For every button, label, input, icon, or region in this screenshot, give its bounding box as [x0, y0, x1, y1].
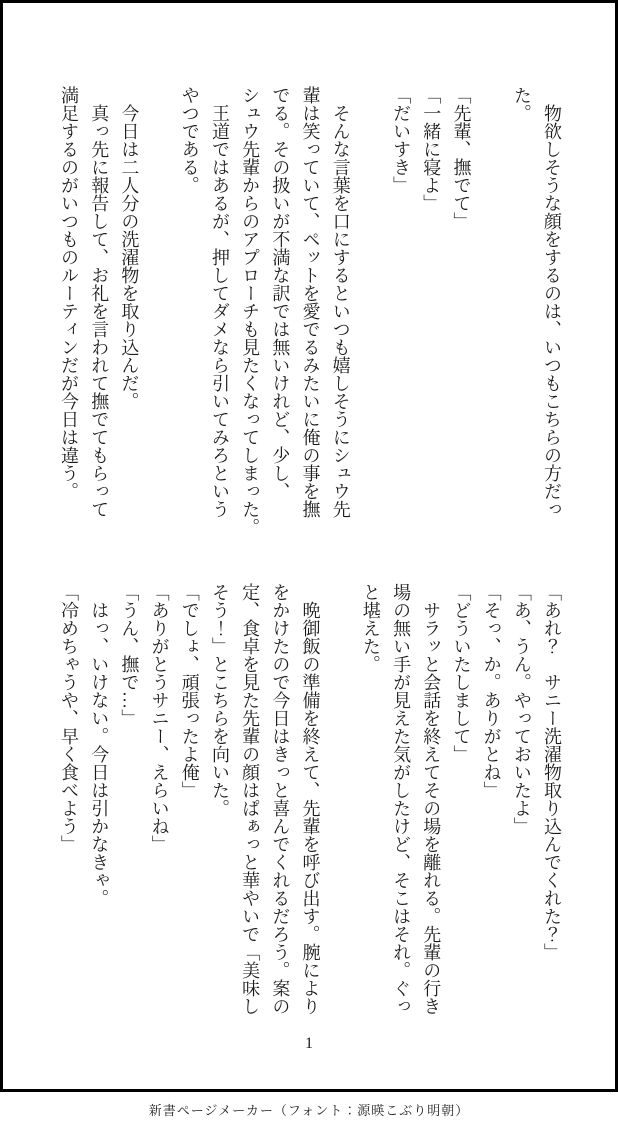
text-line: 「うん、撫で…」 [119, 583, 140, 727]
text-line: 「あ、うん。やっておいたよ」 [511, 583, 532, 835]
text-line: 「先輩、撫でて」 [451, 86, 472, 230]
text-line: 今日は二人分の洗濯物を取り込んだ。 [119, 86, 140, 410]
text-line: シュウ先輩からのアプローチも見たくなってしまった。 [240, 86, 261, 536]
blank-line [476, 86, 506, 541]
text-line: 定、食卓を見た先輩の顔はぱぁっと華やいで「美味し [240, 583, 261, 1015]
text-line: 「どういたしまして」 [451, 583, 472, 763]
blank-line [356, 86, 386, 541]
text-line: 「ありがとうサニー、えらいね」 [149, 583, 170, 853]
text-line: そんな言葉を口にするといつも嬉しそうにシュウ先 [330, 86, 351, 518]
text-line: た。 [511, 86, 532, 122]
blank-line [326, 583, 356, 1038]
text-block-top [54, 86, 567, 541]
text-line: 「あれ？ サニー洗濯物取り込んでくれた？」 [542, 583, 562, 961]
text-line: と堪えた。 [360, 583, 381, 673]
text-line: をかけたので今日はきっと喜んでくれるだろう。案の [270, 583, 291, 1015]
text-line: 王道ではあるが、押してダメなら引いてみろという [209, 86, 230, 518]
footer-caption: 新書ページメーカー（フォント：源暎こぶり明朝） [148, 1103, 470, 1118]
text-block-bottom [54, 583, 567, 1038]
text-line: 「だいすき」 [391, 86, 412, 194]
page-number: 1 [305, 1035, 313, 1052]
text-line: 場の無い手が見えた気がしたけど、そこはそれ。ぐっ [391, 583, 412, 1015]
text-line: はっ、いけない。今日は引かなきゃ。 [89, 583, 110, 907]
text-line: 晩御飯の準備を終えて、先輩を呼び出す。腕により [300, 583, 321, 1015]
text-line: やつである。 [179, 86, 200, 194]
text-line: 「でしょ、頑張ったよ俺」 [179, 583, 200, 799]
text-line: でる。その扱いが不満な訳では無いけれど、少し、 [270, 86, 291, 500]
text-line: 「一緒に寝よ」 [421, 86, 442, 212]
text-line: 満足するのがいつものルーティンだが今日は違う。 [59, 86, 79, 500]
text-line: 輩は笑っていて、ペットを愛でるみたいに俺の事を撫 [300, 86, 321, 518]
text-line: 「そっ、か。ありがとね」 [481, 583, 502, 799]
text-line: 真っ先に報告して、お礼を言われて撫でてもらって [89, 86, 110, 518]
text-line: そう！」とこちらを向いた。 [209, 583, 230, 817]
text-line: 物欲しそうな顔をするのは、いつもこちらの方だっ [542, 86, 562, 518]
blank-line [144, 86, 174, 541]
text-line: サラッと会話を終えてその場を離れる。先輩の行き [421, 583, 442, 1015]
text-line: 「冷めちゃうや、早く食べよう」 [59, 583, 79, 853]
